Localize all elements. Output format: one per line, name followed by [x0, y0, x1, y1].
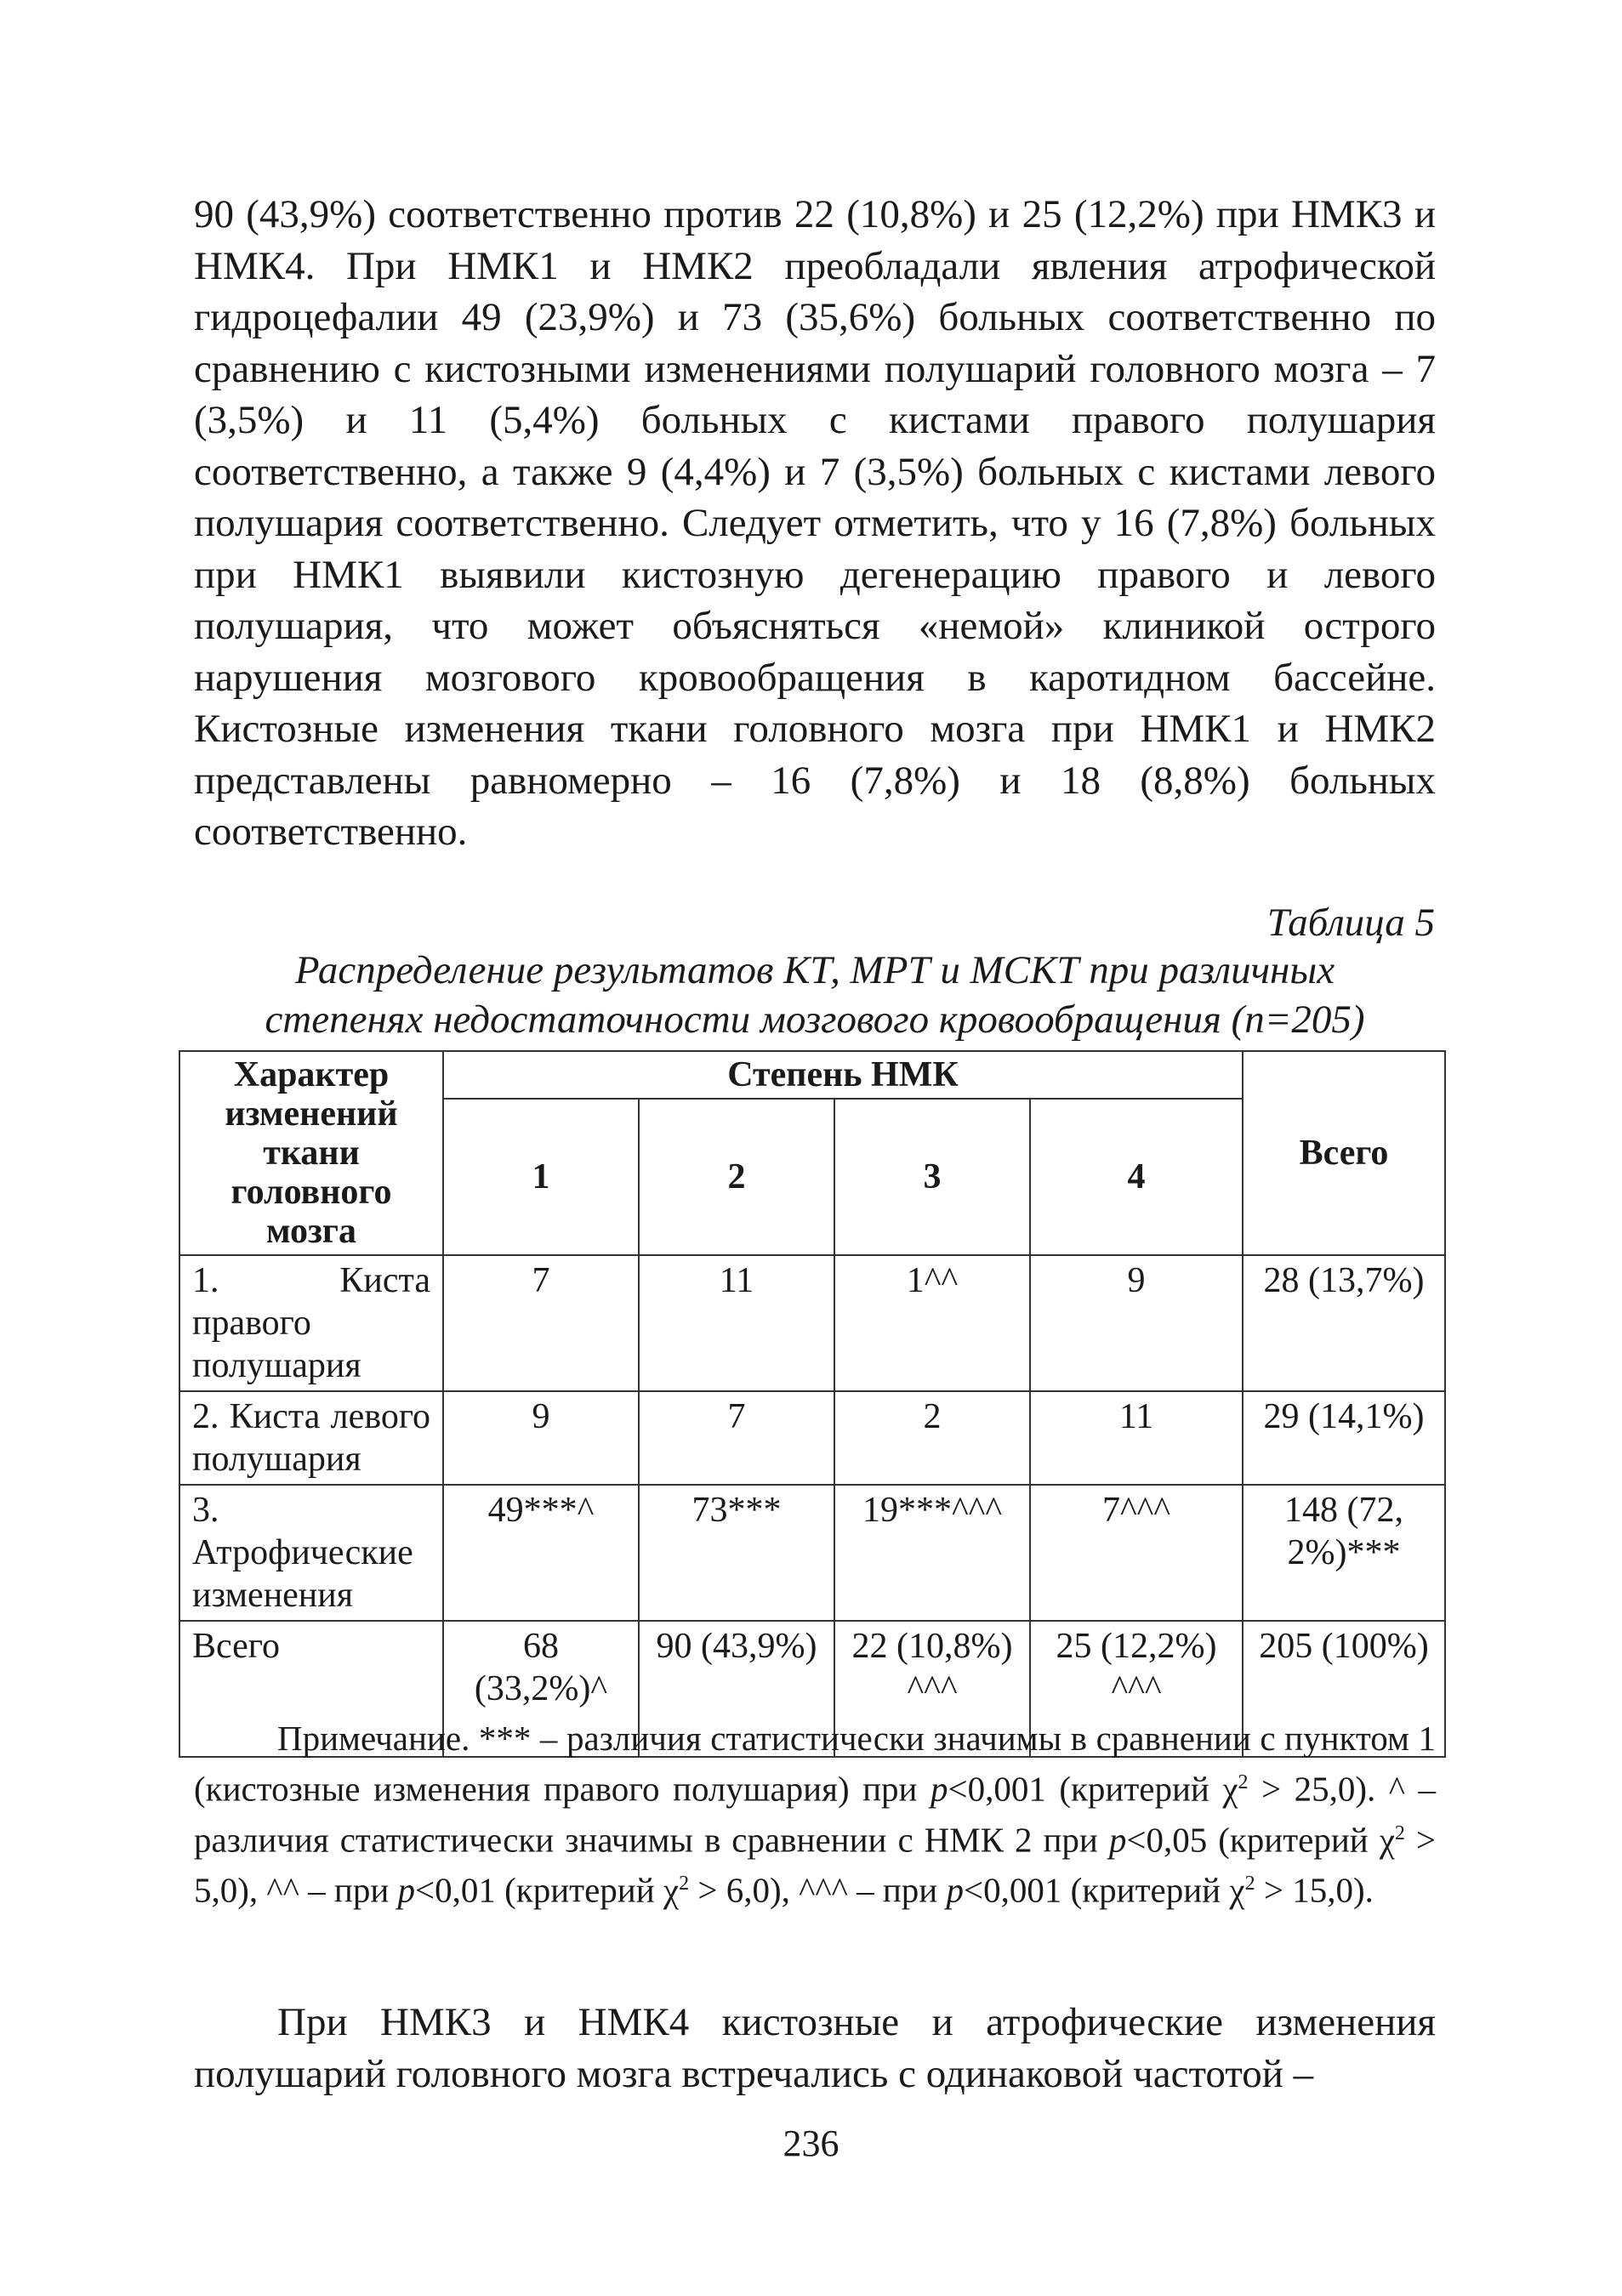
cell-value: 2: [834, 1391, 1030, 1485]
cell-value: 1^^: [834, 1255, 1030, 1391]
paragraph-text: 90 (43,9%) соответственно против 22 (10,8%) и 25 (12,2%) при НМК3 и НМК4. При НМК1 и НМК2 преобладали явления атрофической гидроцефалии 49 (23,9%) и 73 (35,6%) больных соответственно по сравнению с кистозными изменениями полушарий головного мозга – 7 (3,5%) и 11 (5,4%) больных с кистами правого полушария соответственно, а также 9 (4,4%) и 7 (3,5%) больных с кистами левого полушария соответственно. Следует отметить, что у 16 (7,8%) больных при НМК1 выявили кистозную дегенерацию правого и левого полушария, что может объясняться «немой» клиникой острого нарушения мозгового кровообращения в каротидном бассейне. Кистозные изменения ткани головного мозга при НМК1 и НМК2 представлены равномерно – 16 (7,8%) и 18 (8,8%) больных соответственно.: [194, 192, 1436, 854]
cell-total: 148 (72,2%)***: [1243, 1485, 1445, 1621]
cell-value: 90 (43,9%): [639, 1621, 834, 1757]
table-number: Таблица 5: [1266, 901, 1435, 945]
results-table: [179, 1050, 1446, 1758]
cell-total: 205 (100%): [1243, 1621, 1445, 1757]
row-label: Всего: [179, 1621, 443, 1757]
cell-total: 28 (13,7%): [1243, 1255, 1445, 1391]
body-paragraph-1: [194, 189, 1436, 858]
table-header-row: [179, 1051, 1445, 1099]
body-paragraph-2: [194, 1997, 1436, 2100]
table-row: [179, 1255, 1445, 1391]
header-total: Всего: [1243, 1051, 1445, 1255]
table-title: [194, 946, 1436, 1044]
header-character-of-changes: Характер изменений ткани головного мозга: [179, 1051, 443, 1255]
cell-value: 7^^^: [1030, 1485, 1243, 1621]
cell-value: 11: [639, 1255, 834, 1391]
cell-value: 9: [1030, 1255, 1243, 1391]
cell-value: 22 (10,8%) ^^^: [834, 1621, 1030, 1757]
header-grade-4: 4: [1030, 1099, 1243, 1255]
cell-value: 7: [639, 1391, 834, 1485]
table-row: [179, 1391, 1445, 1485]
page-number: 236: [783, 2123, 839, 2164]
table-note: Примечание. *** – различия статистически значимы в сравнении с пунктом 1 (кистозные изменения правого полушария) при p<0,001 (критерий $\chi^2 > 25,0$). ^ – различия статистически значимы в сравнении с НМК 2 при p<0,05 (критерий $\chi^2 > 5,0$), ^^ – при p<0,01 (критерий $\chi^2 > 6,0$), ^^^ – при p<0,001 (критерий $\chi^2 > 15,0$).: [194, 1719, 1436, 1910]
row-label: 2. Киста левого полушария: [179, 1391, 443, 1485]
cell-value: 73***: [639, 1485, 834, 1621]
cell-value: 11: [1030, 1391, 1243, 1485]
header-grade-2: 2: [639, 1099, 834, 1255]
table-title-line-2: степенях недостаточности мозгового кровообращения (n=205): [265, 997, 1365, 1042]
row-label: 1. Киста правого полушария: [179, 1255, 443, 1391]
header-grade-1: 1: [443, 1099, 639, 1255]
cell-value: 7: [443, 1255, 639, 1391]
cell-value: 25 (12,2%) ^^^: [1030, 1621, 1243, 1757]
header-grade-3: 3: [834, 1099, 1030, 1255]
row-label: 3. Атрофические изменения: [179, 1485, 443, 1621]
cell-value: 19***^^^: [834, 1485, 1030, 1621]
cell-value: 9: [443, 1391, 639, 1485]
cell-total: 29 (14,1%): [1243, 1391, 1445, 1485]
paragraph-text: При НМК3 и НМК4 кистозные и атрофические изменения полушарий головного мозга встречались с одинаковой частотой –: [194, 2000, 1436, 2096]
header-nmk-degree: Степень НМК: [443, 1051, 1243, 1099]
table-title-line-1: Распределение результатов КТ, МРТ и МСКТ при различных: [294, 948, 1335, 992]
cell-value: 49***^: [443, 1485, 639, 1621]
table-row: [179, 1485, 1445, 1621]
cell-value: 68 (33,2%)^: [443, 1621, 639, 1757]
